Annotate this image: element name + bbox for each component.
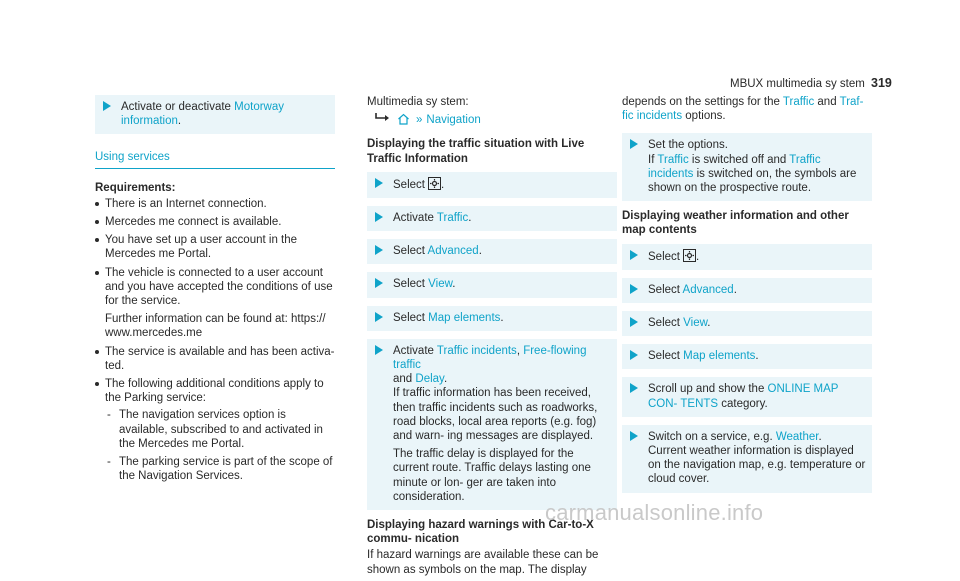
list-item: The following additional conditions apply to the Parking service: - The navigation services option is available, subscribed to and activated in the Mercedes me Portal. - The parking service is part of the scope of the Navigation Services. bbox=[95, 377, 335, 483]
page-number: 319 bbox=[871, 76, 892, 90]
heading-live-traffic: Displaying the traffic situation with Live Traffic Information bbox=[367, 138, 585, 165]
link-view[interactable]: View bbox=[428, 278, 453, 291]
link-online-map-contents[interactable]: ONLINE MAP CON‐ TENTS bbox=[648, 383, 839, 410]
home-icon bbox=[397, 113, 410, 129]
link-free-flowing-traffic[interactable]: Free-flowing traffic bbox=[393, 344, 587, 372]
list-item: There is an Internet connection. bbox=[95, 197, 335, 211]
delay-note: The traffic delay is displayed for the current route. Traffic delays lasting one minute or lon‐ ger are taken into consideration. bbox=[393, 448, 591, 503]
further-info-text: Further information can be found at: https:// www.mercedes.me bbox=[105, 313, 326, 340]
step-arrow-icon bbox=[375, 345, 383, 355]
step-arrow-icon bbox=[375, 278, 383, 288]
column-1 bbox=[95, 95, 335, 487]
intro-text: Multimedia sy stem: bbox=[367, 96, 469, 108]
step-select-settings: Select . bbox=[367, 172, 617, 198]
step-w-scroll: Scroll up and show the ONLINE MAP CON‐ TENTS category. bbox=[622, 377, 872, 416]
continued-text: depends on the settings for the Traffic and Traf‐ fic incidents options. bbox=[622, 96, 864, 123]
step-select-advanced: Select Advanced. bbox=[367, 239, 617, 264]
section-title-using-services: Using services bbox=[95, 150, 335, 168]
link-traffic-incidents-setting[interactable]: Traf‐ fic incidents bbox=[622, 96, 864, 123]
step-arrow-icon bbox=[375, 312, 383, 322]
step-activate-incidents: Activate Traffic incidents, Free-flowing traffic and Delay. If traffic information has been received, then traffic incidents such as roadworks, road blocks, local area reports (e.g. fog) and warn‐ ing messages are displayed. The traffic delay is displayed for the current route. Traffic delays lasting one minute or lon‐ ger are taken into consideration. bbox=[367, 339, 617, 510]
link-weather[interactable]: Weather bbox=[775, 430, 819, 443]
step-select-map-elements: Select Map elements. bbox=[367, 306, 617, 331]
link-view[interactable]: View bbox=[683, 317, 708, 330]
step-w-select-settings: Select . bbox=[622, 244, 872, 270]
step-arrow-icon bbox=[630, 350, 638, 360]
sub-list-item: - The navigation services option is available, subscribed to and activated in the Mercedes me Portal. bbox=[105, 408, 335, 451]
settings-icon[interactable] bbox=[428, 177, 441, 190]
step-activate-traffic: Activate Traffic. bbox=[367, 206, 617, 231]
column-3 bbox=[622, 95, 872, 501]
double-chevron-icon: » bbox=[416, 114, 423, 127]
settings-icon[interactable] bbox=[683, 249, 696, 262]
link-delay[interactable]: Delay bbox=[415, 373, 444, 386]
step-arrow-icon bbox=[103, 101, 111, 111]
list-item: The vehicle is connected to a user account and you have accepted the conditions of use for the service. Further information can be found at: https:// www.mercedes.me bbox=[95, 266, 335, 341]
list-item: You have set up a user account in the Mercedes me Portal. bbox=[95, 233, 335, 261]
link-traffic[interactable]: Traffic bbox=[436, 212, 469, 225]
watermark: carmanualsonline.info bbox=[545, 500, 764, 525]
list-item: The service is available and has been activa‐ ted. bbox=[95, 345, 335, 373]
page-header bbox=[0, 77, 960, 93]
requirements-title: Requirements: bbox=[95, 181, 176, 194]
heading-hazard-warnings: Displaying hazard warnings with Car-to-X commu‐ nication bbox=[367, 519, 594, 546]
link-map-elements[interactable]: Map elements bbox=[683, 350, 756, 363]
requirements-list bbox=[95, 197, 335, 484]
step-arrow-icon bbox=[630, 250, 638, 260]
path-arrow-icon bbox=[375, 113, 393, 127]
link-navigation[interactable]: Navigation bbox=[426, 114, 481, 127]
step-arrow-icon bbox=[630, 139, 638, 149]
sub-list bbox=[105, 408, 335, 483]
step-w-switch-on: Switch on a service, e.g. Weather. Current weather information is displayed on the navigation map, e.g. temperature or cloud cover. bbox=[622, 425, 872, 493]
step-arrow-icon bbox=[375, 212, 383, 222]
step-arrow-icon bbox=[630, 431, 638, 441]
sub-list-item: - The parking service is part of the scope of the Navigation Services. bbox=[105, 455, 335, 483]
link-motorway-information[interactable]: Motorway information bbox=[121, 101, 285, 128]
step-arrow-icon bbox=[375, 245, 383, 255]
menu-path bbox=[367, 113, 617, 129]
step-select-view: Select View. bbox=[367, 272, 617, 297]
link-traffic-option[interactable]: Traffic bbox=[657, 153, 689, 166]
step-arrow-icon bbox=[630, 284, 638, 294]
step-w-select-advanced: Select Advanced. bbox=[622, 278, 872, 303]
link-map-elements[interactable]: Map elements bbox=[428, 311, 501, 324]
step-arrow-icon bbox=[375, 178, 383, 188]
step-motorway: Activate or deactivate Motorway information. bbox=[95, 95, 335, 134]
list-item: Mercedes me connect is available. bbox=[95, 215, 335, 229]
step-arrow-icon bbox=[630, 383, 638, 393]
step-w-select-map-elements: Select Map elements. bbox=[622, 344, 872, 369]
step-set-options: Set the options. If Traffic is switched off and Traffic incidents is switched on, the symbols are shown on the prospective route. bbox=[622, 133, 872, 201]
header-title: MBUX multimedia sy stem bbox=[730, 78, 865, 90]
link-traffic-incidents[interactable]: Traffic incidents bbox=[436, 344, 517, 357]
link-advanced[interactable]: Advanced bbox=[682, 283, 734, 296]
step-arrow-icon bbox=[630, 317, 638, 327]
link-advanced[interactable]: Advanced bbox=[427, 245, 479, 258]
heading-weather: Displaying weather information and other map contents bbox=[622, 210, 849, 237]
hazard-text: If hazard warnings are available these can be shown as symbols on the map. The display bbox=[367, 549, 599, 576]
step-w-select-view: Select View. bbox=[622, 311, 872, 336]
link-traffic-setting[interactable]: Traffic bbox=[782, 96, 815, 108]
link-traffic-incidents-option[interactable]: Traffic incidents bbox=[648, 153, 821, 180]
